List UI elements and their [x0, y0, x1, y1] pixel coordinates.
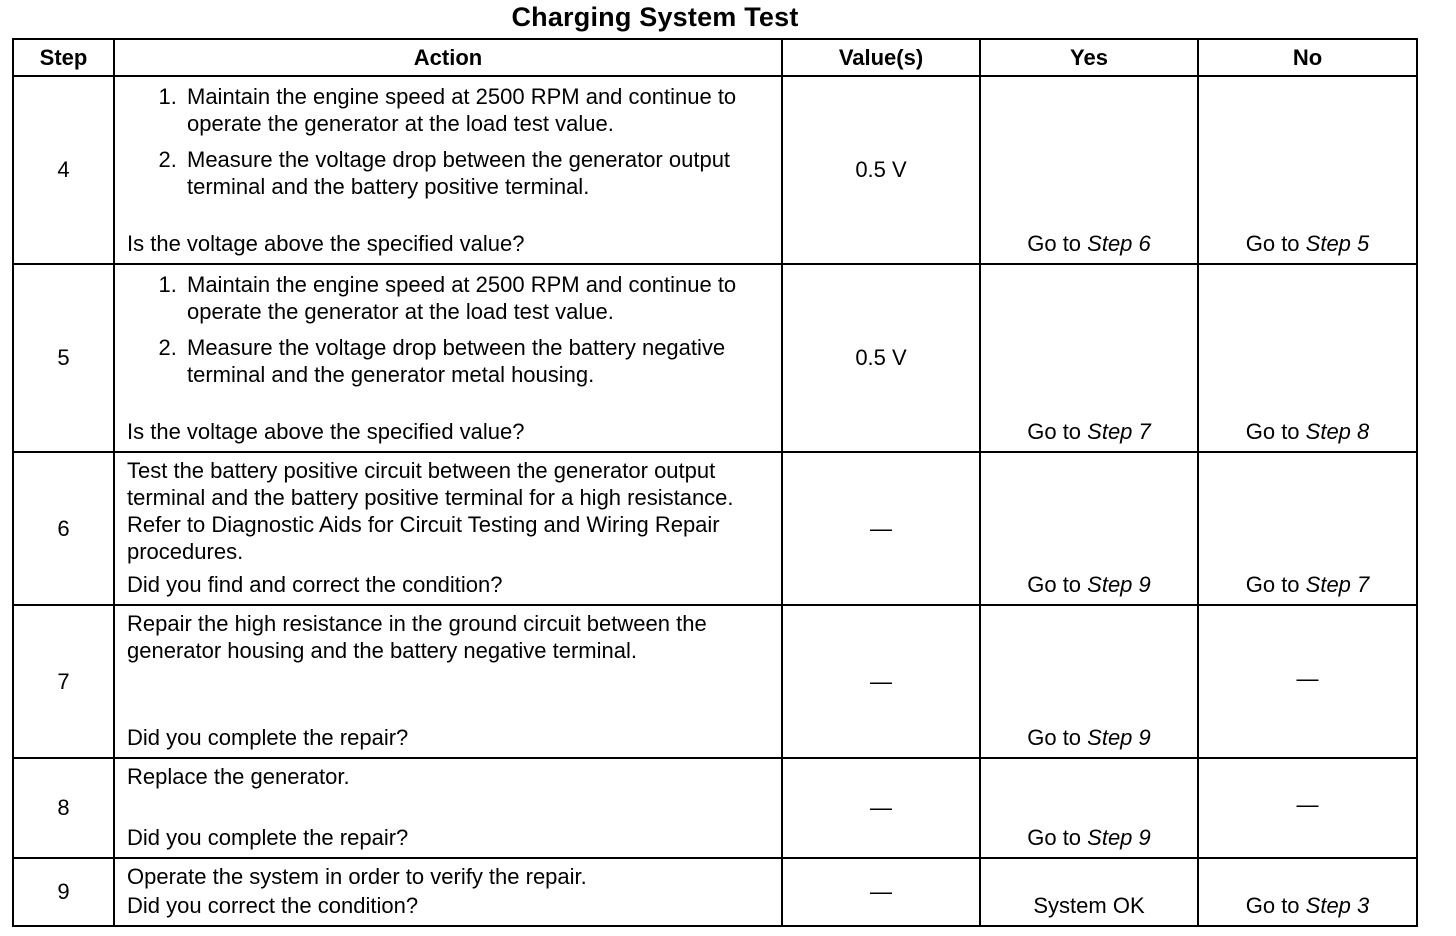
action-text: Replace the generator.: [127, 764, 350, 789]
yes-prefix: Go to: [1027, 725, 1088, 750]
action-question: Did you find and correct the condition?: [127, 572, 503, 597]
no-cell: [1198, 264, 1417, 452]
step-number: 7: [13, 605, 114, 758]
substep-item: 2. Measure the voltage drop between the battery negative terminal and the generator metal housing.: [183, 334, 773, 388]
header-action: Action: [114, 39, 782, 76]
yes-prefix: System OK: [1033, 893, 1145, 918]
header-yes: Yes: [980, 39, 1198, 76]
yes-cell: [980, 452, 1198, 605]
action-text: Repair the high resistance in the ground circuit between the generator housing and the battery negative terminal.: [127, 611, 707, 663]
action-question: Did you complete the repair?: [127, 825, 409, 850]
value-cell: —: [782, 858, 980, 926]
value-cell: 0.5 V: [782, 264, 980, 452]
action-instructions: [127, 863, 773, 890]
no-prefix: Go to: [1245, 231, 1306, 256]
no-cell: [1198, 858, 1417, 926]
action-instructions: [127, 610, 773, 664]
substep-list: [127, 83, 773, 200]
no-cell: [1198, 76, 1417, 264]
table-body: [13, 76, 1417, 926]
header-values: Value(s): [782, 39, 980, 76]
action-cell: [114, 758, 782, 858]
substep-item: 2. Measure the voltage drop between the generator output terminal and the battery positive terminal.: [183, 146, 773, 200]
table-row: [13, 605, 1417, 758]
table-row: [13, 76, 1417, 264]
value-cell: —: [782, 452, 980, 605]
action-instructions: [127, 763, 773, 790]
step-number: 8: [13, 758, 114, 858]
action-cell: [114, 76, 782, 264]
no-step-link[interactable]: Step 3: [1305, 893, 1370, 918]
yes-step-link[interactable]: Step 7: [1087, 419, 1151, 444]
action-cell: [114, 264, 782, 452]
table-row: [13, 858, 1417, 926]
charging-system-test-table: [12, 38, 1418, 927]
action-content: [127, 457, 773, 598]
yes-prefix: Go to: [1027, 419, 1088, 444]
no-prefix: Go to: [1245, 419, 1306, 444]
action-instructions: [127, 269, 773, 397]
header-no: No: [1198, 39, 1417, 76]
no-step-link[interactable]: Step 5: [1305, 231, 1370, 256]
yes-prefix: Go to: [1027, 825, 1088, 850]
yes-cell: [980, 76, 1198, 264]
header-step: Step: [13, 39, 114, 76]
header-row: [13, 39, 1417, 76]
yes-cell: [980, 264, 1198, 452]
value-cell: 0.5 V: [782, 76, 980, 264]
action-question: Is the voltage above the specified value?: [127, 419, 525, 444]
action-instructions: [127, 457, 773, 565]
value-cell: —: [782, 758, 980, 858]
value-cell: —: [782, 605, 980, 758]
no-cell: [1198, 452, 1417, 605]
substep-item: 1. Maintain the engine speed at 2500 RPM and continue to operate the generator at the load test value.: [183, 83, 773, 137]
substep-list: [127, 271, 773, 388]
no-prefix: —: [1296, 665, 1319, 691]
yes-step-link[interactable]: Step 9: [1087, 725, 1151, 750]
no-step-link[interactable]: Step 7: [1305, 572, 1370, 597]
table-row: [13, 264, 1417, 452]
action-instructions: [127, 81, 773, 209]
no-prefix: Go to: [1245, 572, 1306, 597]
action-content: [127, 610, 773, 751]
no-prefix: Go to: [1245, 893, 1306, 918]
yes-cell: [980, 858, 1198, 926]
action-content: [127, 269, 773, 445]
no-cell: [1198, 605, 1417, 758]
step-number: 5: [13, 264, 114, 452]
action-content: [127, 81, 773, 257]
action-content: [127, 863, 773, 919]
table-row: [13, 758, 1417, 858]
substep-item: 1. Maintain the engine speed at 2500 RPM and continue to operate the generator at the load test value.: [183, 271, 773, 325]
yes-cell: [980, 758, 1198, 858]
step-number: 9: [13, 858, 114, 926]
action-content: [127, 763, 773, 851]
page-title: Charging System Test: [511, 2, 799, 32]
yes-prefix: Go to: [1027, 572, 1088, 597]
yes-prefix: Go to: [1027, 231, 1088, 256]
step-number: 6: [13, 452, 114, 605]
action-question: Is the voltage above the specified value?: [127, 231, 525, 256]
no-cell: [1198, 758, 1417, 858]
action-question: Did you complete the repair?: [127, 725, 409, 750]
action-text: Test the battery positive circuit between the generator output terminal and the battery positive terminal for a high resistance. Refer to Diagnostic Aids for Circuit Testing and Wiring Repair procedures.: [127, 458, 734, 564]
step-number: 4: [13, 76, 114, 264]
no-step-link[interactable]: Step 8: [1305, 419, 1370, 444]
action-text: Operate the system in order to verify the repair.: [127, 864, 587, 889]
no-prefix: —: [1296, 792, 1319, 817]
yes-cell: [980, 605, 1198, 758]
table-row: [13, 452, 1417, 605]
action-cell: [114, 452, 782, 605]
action-cell: [114, 605, 782, 758]
yes-step-link[interactable]: Step 9: [1087, 572, 1151, 597]
yes-step-link[interactable]: Step 6: [1087, 231, 1151, 256]
action-question: Did you correct the condition?: [127, 893, 419, 918]
yes-step-link[interactable]: Step 9: [1087, 825, 1151, 850]
action-cell: [114, 858, 782, 926]
